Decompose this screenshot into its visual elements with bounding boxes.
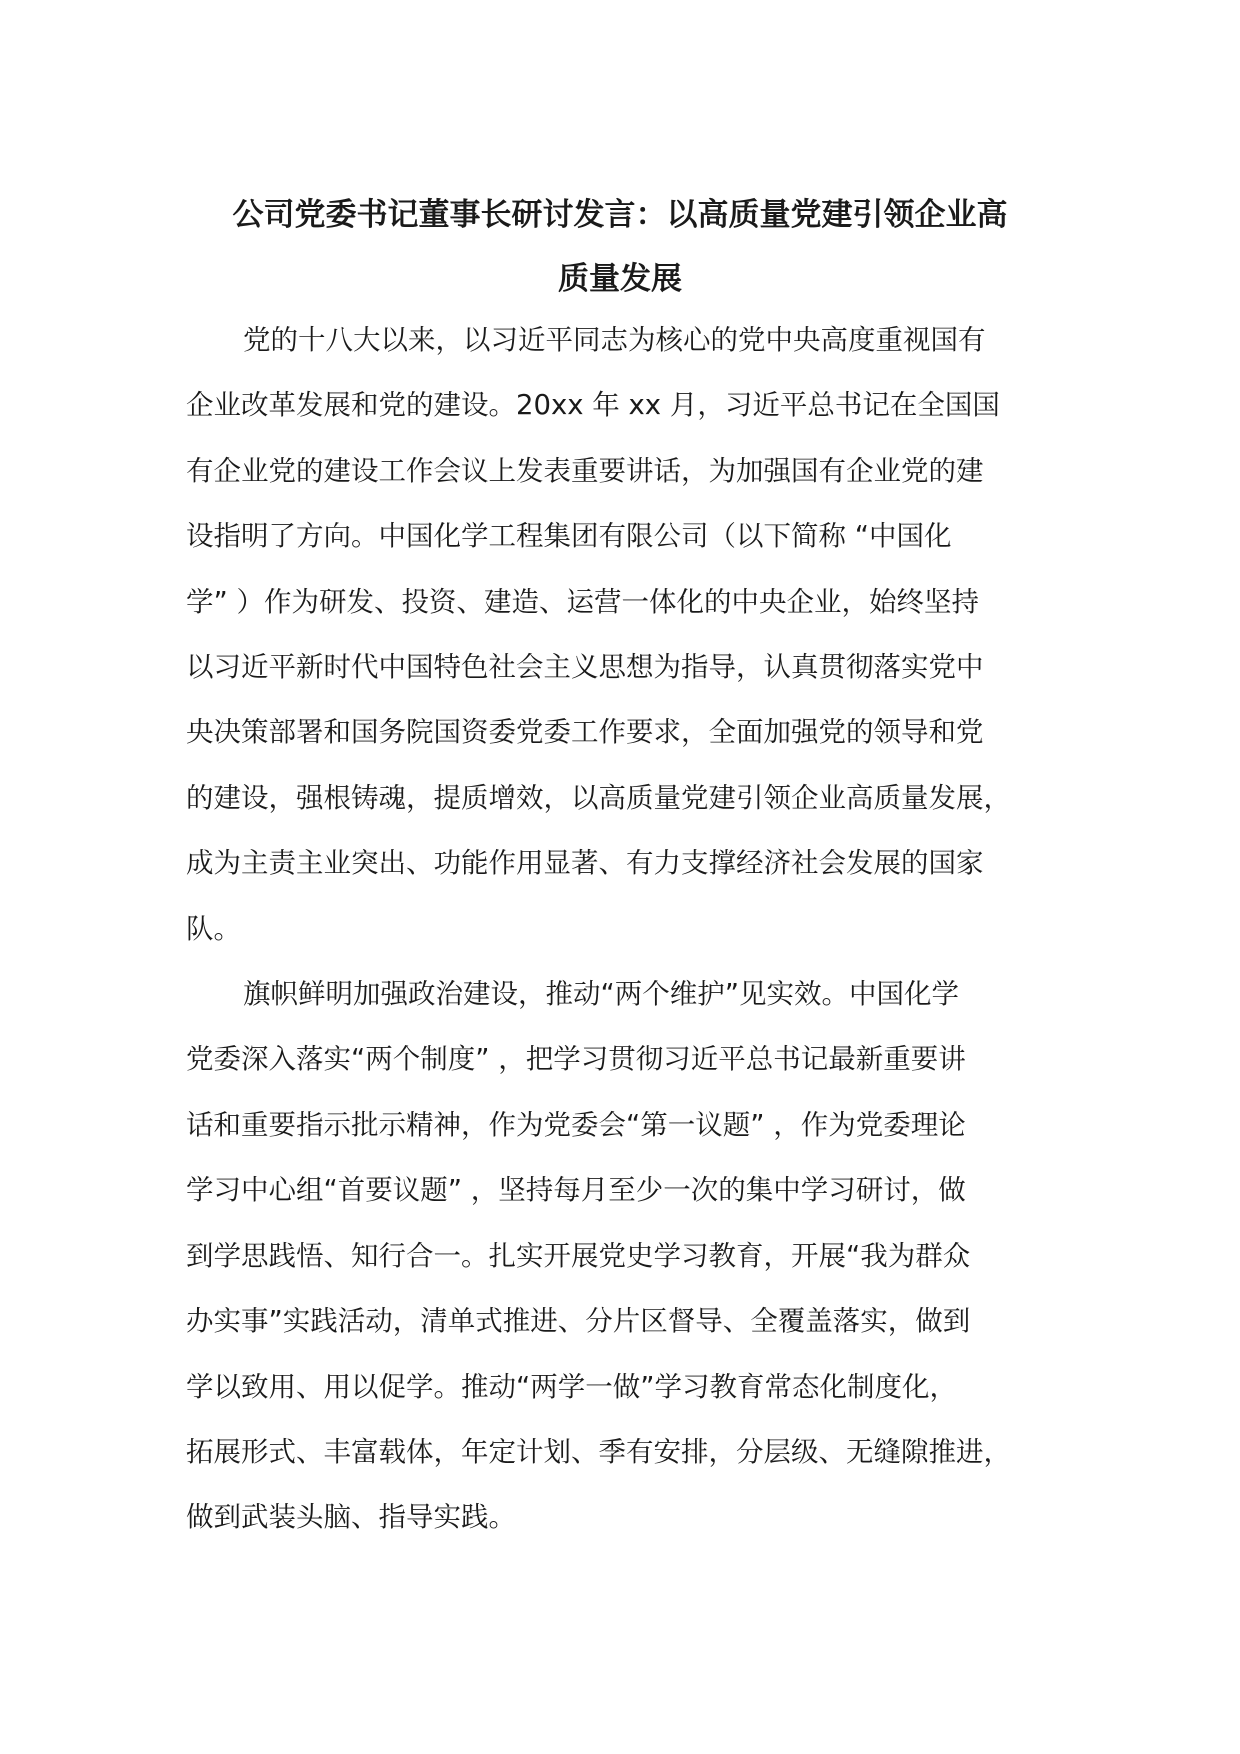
text-line: 成为主责主业突出、功能作用显著、有力支撑经济社会发展的国家 [186,847,984,880]
document-title [150,183,1090,311]
text-line: 队。 [186,912,241,945]
text-line: 以习近平新时代中国特色社会主义思想为指导，认真贯彻落实党中 [186,651,984,684]
text-line: 话和重要指示批示精神，作为党委会“第一议题” ，作为党委理论 [186,1108,966,1141]
text-line: 拓展形式、丰富载体，年定计划、季有安排，分层级、无缝隙推进， [186,1435,1011,1468]
text-line: 党的十八大以来，以习近平同志为核心的党中央高度重视国有 [243,324,986,356]
text-line: 到学思践悟、知行合一。扎实开展党史学习教育，开展“我为群众 [186,1239,971,1272]
paragraph-2 [186,962,1086,1551]
text-line: 旗帜鲜明加强政治建设，推动“两个维护”见实效。中国化学 [243,978,959,1011]
text-line: 办实事”实践活动，清单式推进、分片区督导、全覆盖落实，做到 [186,1305,971,1338]
text-line: 设指明了方向。中国化学工程集团有限公司（以下简称 “中国化 [186,520,952,553]
text-line: 央决策部署和国务院国资委党委工作要求，全面加强党的领导和党 [186,716,984,749]
text-line: 做到武装头脑、指导实践。 [186,1501,516,1534]
title-line: 质量发展 [558,261,682,297]
text-line: 学习中心组“首要议题” ，坚持每月至少一次的集中学习研讨，做 [186,1174,966,1207]
text-line: 学” ）作为研发、投资、建造、运营一体化的中央企业，始终坚持 [186,585,979,618]
title-line: 公司党委书记董事长研讨发言：以高质量党建引领企业高 [232,197,1008,233]
text-line: 有企业党的建设工作会议上发表重要讲话，为加强国有企业党的建 [186,454,984,487]
text-line: 党委深入落实“两个制度” ，把学习贯彻习近平总书记最新重要讲 [186,1043,966,1076]
document-body [186,308,1086,1551]
text-line: 企业改革发展和党的建设。20xx 年 xx 月，习近平总书记在全国国 [186,389,1000,422]
paragraph-1 [186,308,1086,962]
text-line: 的建设，强根铸魂，提质增效，以高质量党建引领企业高质量发展， [186,781,1011,814]
text-line: 学以致用、用以促学。推动“两学一做”学习教育常态化制度化， [186,1370,957,1403]
